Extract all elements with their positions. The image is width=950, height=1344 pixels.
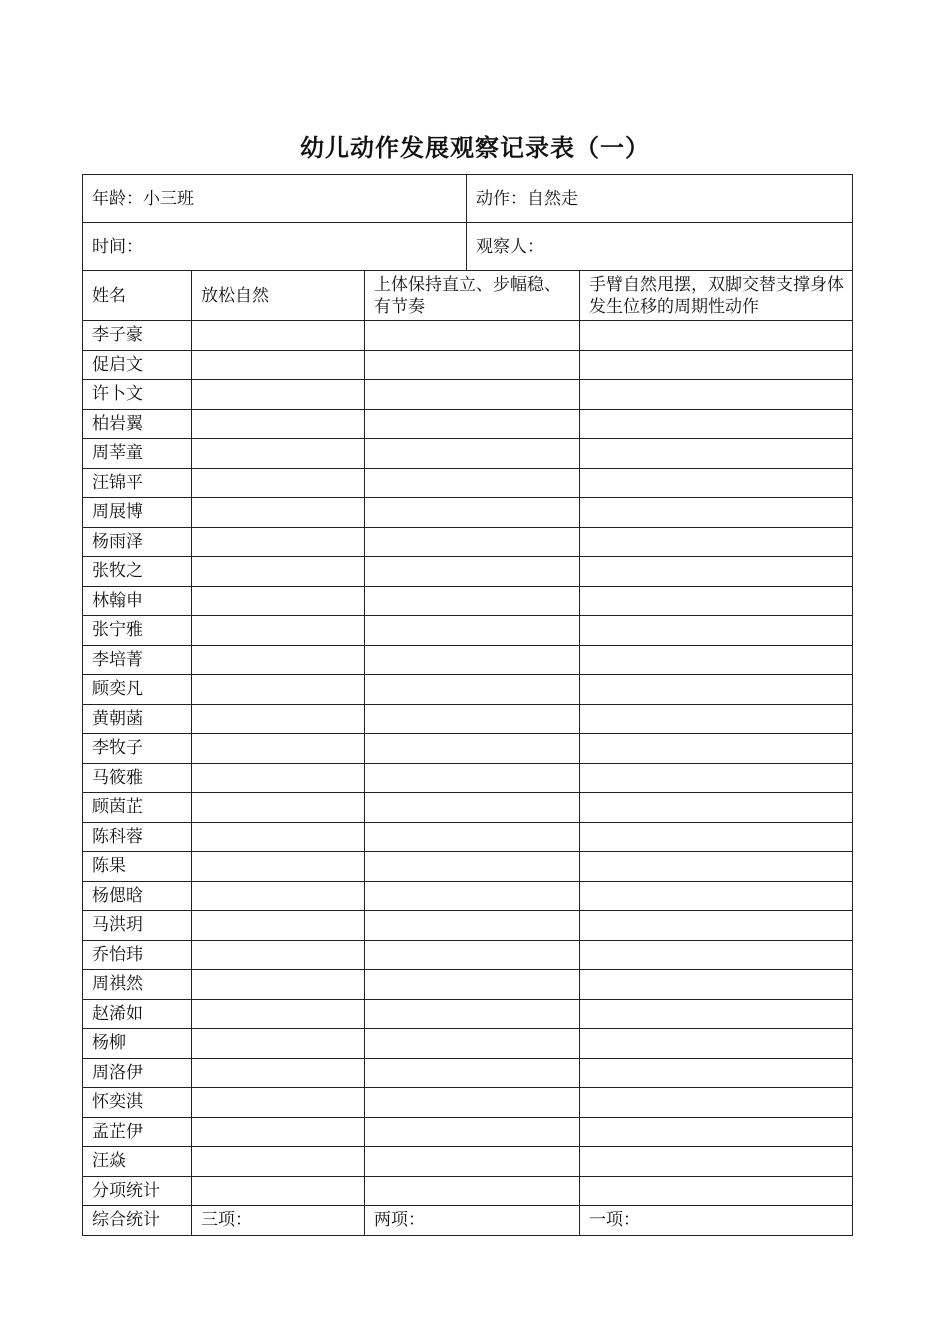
item-3-cell[interactable]	[580, 704, 853, 734]
child-name: 张宁雅	[83, 616, 192, 646]
item-3-cell[interactable]	[580, 999, 853, 1029]
item-1-cell[interactable]	[192, 1147, 365, 1177]
item-3-cell[interactable]	[580, 675, 853, 705]
child-name: 李培菁	[83, 645, 192, 675]
time-cell: 时间：	[83, 223, 467, 270]
item-1-cell[interactable]	[192, 586, 365, 616]
table-row	[83, 527, 853, 557]
child-name: 许卜文	[83, 380, 192, 410]
item-3-cell[interactable]	[580, 439, 853, 469]
item-1-cell[interactable]	[192, 645, 365, 675]
table-row	[83, 409, 853, 439]
child-name: 杨雨泽	[83, 527, 192, 557]
item-2-cell[interactable]	[365, 999, 580, 1029]
item-2-cell[interactable]	[365, 409, 580, 439]
subtotal-item-1[interactable]	[192, 1176, 365, 1206]
total-row	[83, 1206, 853, 1236]
meta-row-1	[83, 175, 853, 223]
item-3-cell[interactable]	[580, 1147, 853, 1177]
item-1-cell[interactable]	[192, 793, 365, 823]
item-2-cell[interactable]	[365, 763, 580, 793]
table-row	[83, 940, 853, 970]
child-name: 柏岩翼	[83, 409, 192, 439]
item-3-cell[interactable]	[580, 498, 853, 528]
child-name: 周洛伊	[83, 1058, 192, 1088]
table-row	[83, 1058, 853, 1088]
table-row	[83, 616, 853, 646]
subtotal-label: 分项统计	[83, 1176, 192, 1206]
total-one: 一项：	[580, 1206, 853, 1236]
item-1-cell[interactable]	[192, 321, 365, 351]
child-name: 汪焱	[83, 1147, 192, 1177]
item-2-cell[interactable]	[365, 1117, 580, 1147]
table-row	[83, 439, 853, 469]
header-name: 姓名	[83, 271, 192, 321]
child-name: 马洪玥	[83, 911, 192, 941]
item-3-cell[interactable]	[580, 586, 853, 616]
item-2-cell[interactable]	[365, 1029, 580, 1059]
age-cell: 年龄：小三班	[83, 175, 467, 222]
child-name: 张牧之	[83, 557, 192, 587]
item-1-cell[interactable]	[192, 557, 365, 587]
table-row	[83, 852, 853, 882]
table-row	[83, 380, 853, 410]
item-2-cell[interactable]	[365, 970, 580, 1000]
item-3-cell[interactable]	[580, 970, 853, 1000]
item-2-cell[interactable]	[365, 704, 580, 734]
table-row	[83, 557, 853, 587]
item-3-cell[interactable]	[580, 793, 853, 823]
header-row	[83, 271, 853, 321]
item-2-cell[interactable]	[365, 380, 580, 410]
item-3-cell[interactable]	[580, 380, 853, 410]
item-1-cell[interactable]	[192, 616, 365, 646]
child-name: 林翰申	[83, 586, 192, 616]
item-3-cell[interactable]	[580, 350, 853, 380]
item-2-cell[interactable]	[365, 940, 580, 970]
table-row	[83, 468, 853, 498]
item-2-cell[interactable]	[365, 527, 580, 557]
item-3-cell[interactable]	[580, 940, 853, 970]
item-1-cell[interactable]	[192, 1058, 365, 1088]
child-name: 李牧子	[83, 734, 192, 764]
item-1-cell[interactable]	[192, 468, 365, 498]
item-2-cell[interactable]	[365, 911, 580, 941]
item-2-cell[interactable]	[365, 586, 580, 616]
item-3-cell[interactable]	[580, 527, 853, 557]
item-2-cell[interactable]	[365, 321, 580, 351]
meta-row-1-cell	[83, 175, 853, 223]
item-3-cell[interactable]	[580, 1029, 853, 1059]
item-1-cell[interactable]	[192, 970, 365, 1000]
item-1-cell[interactable]	[192, 1117, 365, 1147]
item-3-cell[interactable]	[580, 911, 853, 941]
meta-row-2-split	[83, 223, 852, 270]
child-name: 陈科蓉	[83, 822, 192, 852]
child-name: 顾奕凡	[83, 675, 192, 705]
table-row	[83, 822, 853, 852]
item-3-cell[interactable]	[580, 852, 853, 882]
total-label: 综合统计	[83, 1206, 192, 1236]
item-2-cell[interactable]	[365, 852, 580, 882]
item-2-cell[interactable]	[365, 822, 580, 852]
item-1-cell[interactable]	[192, 527, 365, 557]
item-1-cell[interactable]	[192, 409, 365, 439]
action-cell: 动作：自然走	[476, 188, 578, 209]
page-title: 幼儿动作发展观察记录表（一）	[300, 133, 650, 162]
table-row	[83, 881, 853, 911]
table-row	[83, 675, 853, 705]
item-2-cell[interactable]	[365, 468, 580, 498]
meta-row-2-cell	[83, 223, 853, 271]
child-name: 杨偲晗	[83, 881, 192, 911]
item-1-cell[interactable]	[192, 763, 365, 793]
item-3-cell[interactable]	[580, 734, 853, 764]
item-1-cell[interactable]	[192, 999, 365, 1029]
subtotal-item-3[interactable]	[580, 1176, 853, 1206]
item-2-cell[interactable]	[365, 881, 580, 911]
table-body	[83, 175, 853, 1236]
table-row	[83, 793, 853, 823]
table-row	[83, 704, 853, 734]
item-1-cell[interactable]	[192, 822, 365, 852]
item-1-cell[interactable]	[192, 911, 365, 941]
item-3-cell[interactable]	[580, 1117, 853, 1147]
item-1-cell[interactable]	[192, 1088, 365, 1118]
item-1-cell[interactable]	[192, 852, 365, 882]
item-2-cell[interactable]	[365, 616, 580, 646]
item-2-cell[interactable]	[365, 439, 580, 469]
header-item-3: 手臂自然甩摆，双脚交替支撑身体发生位移的周期性动作	[580, 271, 853, 321]
item-3-cell[interactable]	[580, 468, 853, 498]
item-1-cell[interactable]	[192, 498, 365, 528]
item-1-cell[interactable]	[192, 881, 365, 911]
item-3-cell[interactable]	[580, 1088, 853, 1118]
child-name: 乔怡玮	[83, 940, 192, 970]
item-3-cell[interactable]	[580, 557, 853, 587]
table-row	[83, 999, 853, 1029]
item-2-cell[interactable]	[365, 1058, 580, 1088]
item-1-cell[interactable]	[192, 704, 365, 734]
item-3-cell[interactable]	[580, 881, 853, 911]
observer-cell: 观察人：	[476, 236, 544, 257]
item-1-cell[interactable]	[192, 940, 365, 970]
header-item-1: 放松自然	[192, 271, 365, 321]
item-3-cell[interactable]	[580, 616, 853, 646]
item-3-cell[interactable]	[580, 321, 853, 351]
table-row	[83, 321, 853, 351]
item-2-cell[interactable]	[365, 1147, 580, 1177]
child-name: 杨柳	[83, 1029, 192, 1059]
child-name: 黄朝菡	[83, 704, 192, 734]
table-row	[83, 645, 853, 675]
table-row	[83, 734, 853, 764]
total-three: 三项：	[192, 1206, 365, 1236]
child-name: 周祺然	[83, 970, 192, 1000]
child-name: 李子豪	[83, 321, 192, 351]
child-name: 周展博	[83, 498, 192, 528]
item-3-cell[interactable]	[580, 822, 853, 852]
item-1-cell[interactable]	[192, 350, 365, 380]
item-3-cell[interactable]	[580, 645, 853, 675]
table-row	[83, 498, 853, 528]
total-two: 两项：	[365, 1206, 580, 1236]
item-2-cell[interactable]	[365, 734, 580, 764]
observation-table	[82, 174, 853, 1236]
item-2-cell[interactable]	[365, 1088, 580, 1118]
item-1-cell[interactable]	[192, 675, 365, 705]
child-name: 汪锦平	[83, 468, 192, 498]
child-name: 赵浠如	[83, 999, 192, 1029]
child-name: 周莘童	[83, 439, 192, 469]
child-name: 孟芷伊	[83, 1117, 192, 1147]
child-name: 顾茵芷	[83, 793, 192, 823]
subtotal-row	[83, 1176, 853, 1206]
item-1-cell[interactable]	[192, 734, 365, 764]
table-row	[83, 1029, 853, 1059]
subtotal-item-2[interactable]	[365, 1176, 580, 1206]
table-row	[83, 911, 853, 941]
table-row	[83, 586, 853, 616]
item-1-cell[interactable]	[192, 1029, 365, 1059]
item-2-cell[interactable]	[365, 793, 580, 823]
item-2-cell[interactable]	[365, 350, 580, 380]
table-row	[83, 1117, 853, 1147]
item-3-cell[interactable]	[580, 409, 853, 439]
item-2-cell[interactable]	[365, 645, 580, 675]
table-row	[83, 350, 853, 380]
item-1-cell[interactable]	[192, 380, 365, 410]
table-row	[83, 1147, 853, 1177]
table-row	[83, 1088, 853, 1118]
child-name: 陈果	[83, 852, 192, 882]
child-name: 怀奕淇	[83, 1088, 192, 1118]
child-name: 马筱雅	[83, 763, 192, 793]
item-3-cell[interactable]	[580, 763, 853, 793]
child-name: 促启文	[83, 350, 192, 380]
meta-row-1-split	[83, 175, 852, 222]
item-2-cell[interactable]	[365, 557, 580, 587]
item-3-cell[interactable]	[580, 1058, 853, 1088]
table-row	[83, 763, 853, 793]
meta-row-2	[83, 223, 853, 271]
header-item-2: 上体保持直立、步幅稳、有节奏	[365, 271, 580, 321]
item-2-cell[interactable]	[365, 675, 580, 705]
item-1-cell[interactable]	[192, 439, 365, 469]
item-2-cell[interactable]	[365, 498, 580, 528]
table-row	[83, 970, 853, 1000]
